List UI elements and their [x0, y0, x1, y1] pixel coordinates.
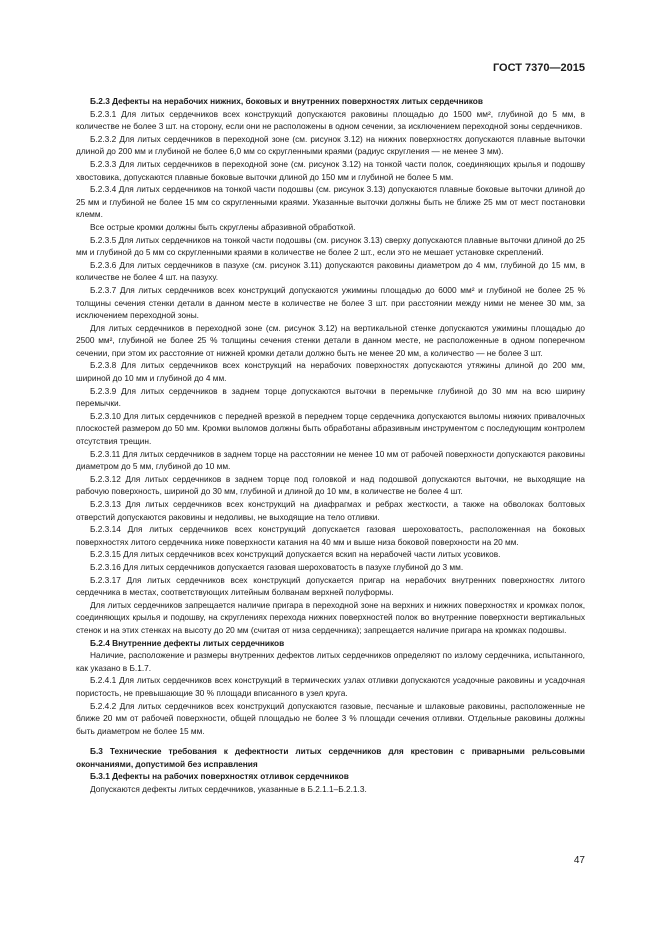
- paragraph: Б.2.3.15 Для литых сердечников всех конструкций допускается вскип на нерабочей части литых усовиков.: [90, 549, 501, 560]
- paragraph: Б.2.3.2 Для литых сердечников в переходной зоне (см. рисунок 3.12) на нижних поверхностях допускаются плавные выточки длиной до 200 мм и глубиной не более 6,0 мм со скругленными краями (радиус скругления — не менее 3 мм).: [76, 133, 585, 157]
- paragraph: Все острые кромки должны быть скруглены абразивной обработкой.: [90, 221, 356, 232]
- paragraph: Б.2.3.6 Для литых сердечников в пазухе (см. рисунок 3.11) допускаются раковины диаметром до 4 мм, глубиной до 15 мм, в количестве не более 4 шт. на пазуху.: [76, 259, 585, 283]
- paragraph: Б.2.3.12 Для литых сердечников в заднем торце под головкой и над подошвой допускаются выточки, не выходящие на рабочую поверхность, шириной до 30 мм, глубиной и длиной до 10 мм, в количестве не более 4 шт.: [76, 473, 585, 497]
- paragraph: Для литых сердечников в переходной зоне (см. рисунок 3.12) на вертикальной стенке допускаются ужимины площадью до 2500 мм², глубиной не более 25 % толщины сечения стенки детали в данном месте, не расположенные в одном поперечном сечении, при этом их расстояние от нижней кромки детали должно быть не менее 20 мм, а количество — не более 3 шт.: [76, 322, 585, 358]
- paragraph: Б.2.4.1 Для литых сердечников всех конструкций в термических узлах отливки допускаются усадочные раковины и усадочная пористость, не превышающие 30 % площади вписанного в узел круга.: [76, 675, 585, 698]
- section-heading: Б.3 Технические требования к дефектности литых сердечников для крестовин с приварными рельсовыми окончаниями, допустимой без исправления: [76, 746, 585, 769]
- paragraph: Б.2.3.10 Для литых сердечников с передней врезкой в переднем торце сердечника допускаются выломы нижних привалочных плоскостей размером до 50 мм. Кромки выломов должны быть обработаны абразивным инструментом с последующим контролем отсутствия трещин.: [76, 410, 585, 447]
- paragraph: Наличие, расположение и размеры внутренних дефектов литых сердечников определяют по излому сердечника, испытанного, как указано в Б.1.7.: [76, 650, 585, 673]
- section-heading: Б.3.1 Дефекты на рабочих поверхностях отливок сердечников: [90, 771, 349, 782]
- paragraph: Допускаются дефекты литых сердечников, указанные в Б.2.1.1–Б.2.1.3.: [90, 784, 367, 795]
- paragraph: Б.2.3.5 Для литых сердечников на тонкой части подошвы (см. рисунок 3.13) сверху допускаются плавные выточки длиной до 25 мм и глубиной до 5 мм со скругленными краями в количестве не более 2 шт., если это не мешает установке скреплений.: [76, 234, 585, 258]
- paragraph: Б.2.3.13 Для литых сердечников всех конструкций на диафрагмах и ребрах жесткости, а также на обволоках болтовых отверстий допускаются раковины и недоливы, не выходящие на тело отливки.: [76, 499, 585, 522]
- section-heading: Б.2.3 Дефекты на нерабочих нижних, боковых и внутренних поверхностях литых сердечников: [90, 96, 483, 106]
- paragraph: Б.2.3.11 Для литых сердечников в заднем торце на расстоянии не менее 10 мм от рабочей поверхности допускаются раковины диаметром до 5 мм, глубиной до 10 мм.: [76, 448, 585, 472]
- paragraph: Б.2.3.1 Для литых сердечников всех конструкций допускаются раковины площадью до 1500 мм², глубиной до 5 мм, в количестве не более 3 шт. на сторону, если они не расположены в одном сечении, за исключением переходной зоны сердечников.: [76, 108, 585, 132]
- paragraph: Б.2.3.14 Для литых сердечников всех конструкций допускается газовая шероховатость, расположенная на боковых поверхностях литого сердечника ниже поверхности катания на 40 мм и выше низа боковой поверхности на 20 мм.: [76, 524, 585, 547]
- paragraph: Б.2.4.2 Для литых сердечников всех конструкций допускаются газовые, песчаные и шлаковые раковины, расположенные не ближе 20 мм от рабочей поверхности, общей площадью не более 3 % площади сечения отливки. Отдельные раковины должны быть диаметром не более 15 мм.: [76, 700, 585, 736]
- paragraph: Б.2.3.17 Для литых сердечников всех конструкций допускается пригар на нерабочих внутренних поверхностях литого сердечника в местах, соответствующих литейным болванам верхней полуформы.: [76, 574, 585, 598]
- paragraph: Б.2.3.7 Для литых сердечников всех конструкций допускаются ужимины площадью до 6000 мм² и глубиной не более 25 % толщины сечения стенки детали в данном месте в количестве не более 3 шт. при расстоянии между ними не менее 30 мм, за исключением переходной зоны.: [76, 284, 585, 321]
- paragraph: Б.2.3.16 Для литых сердечников допускается газовая шероховатость в пазухе глубиной до 3 мм.: [90, 561, 464, 572]
- paragraph: Б.2.3.3 Для литых сердечников в переходной зоне (см. рисунок 3.12) на тонкой части полок, соединяющих крылья и подошву хвостовика, допускаются плавные боковые выточки длиной до 150 мм и глубиной не более 5 мм.: [76, 158, 585, 182]
- section-heading: Б.2.4 Внутренние дефекты литых сердечников: [90, 637, 285, 648]
- paragraph: Б.2.3.4 Для литых сердечников на тонкой части подошвы (см. рисунок 3.13) допускаются плавные боковые выточки длиной до 25 мм и глубиной не более 15 мм со скругленными краями. Указанные выточки должны быть не ближе 25 мм от мест постановки клемм.: [76, 184, 585, 220]
- paragraph: Б.2.3.9 Для литых сердечников в заднем торце допускаются выточки в перемычке глубиной до 30 мм на всю ширину перемычки.: [76, 385, 585, 409]
- document-code: ГОСТ 7370—2015: [492, 62, 585, 74]
- page-number: 47: [573, 855, 585, 866]
- paragraph: Б.2.3.8 Для литых сердечников всех конструкций на нерабочих поверхностях допускаются утяжины длиной до 200 мм, шириной до 10 мм и глубиной до 4 мм.: [76, 360, 585, 384]
- paragraph: Для литых сердечников запрещается наличие пригара в переходной зоне на верхних и нижних поверхностях и кромках полок, соединяющих крылья и подошву, на скруглениях перехода нижних поверхностей полок во внутренние поверхности вертикальных стенок и на этих стенках на высоту до 20 мм (считая от низа сердечника); запрещается наличие пригара на кромках подошвы.: [76, 599, 585, 635]
- document-body: [76, 95, 585, 796]
